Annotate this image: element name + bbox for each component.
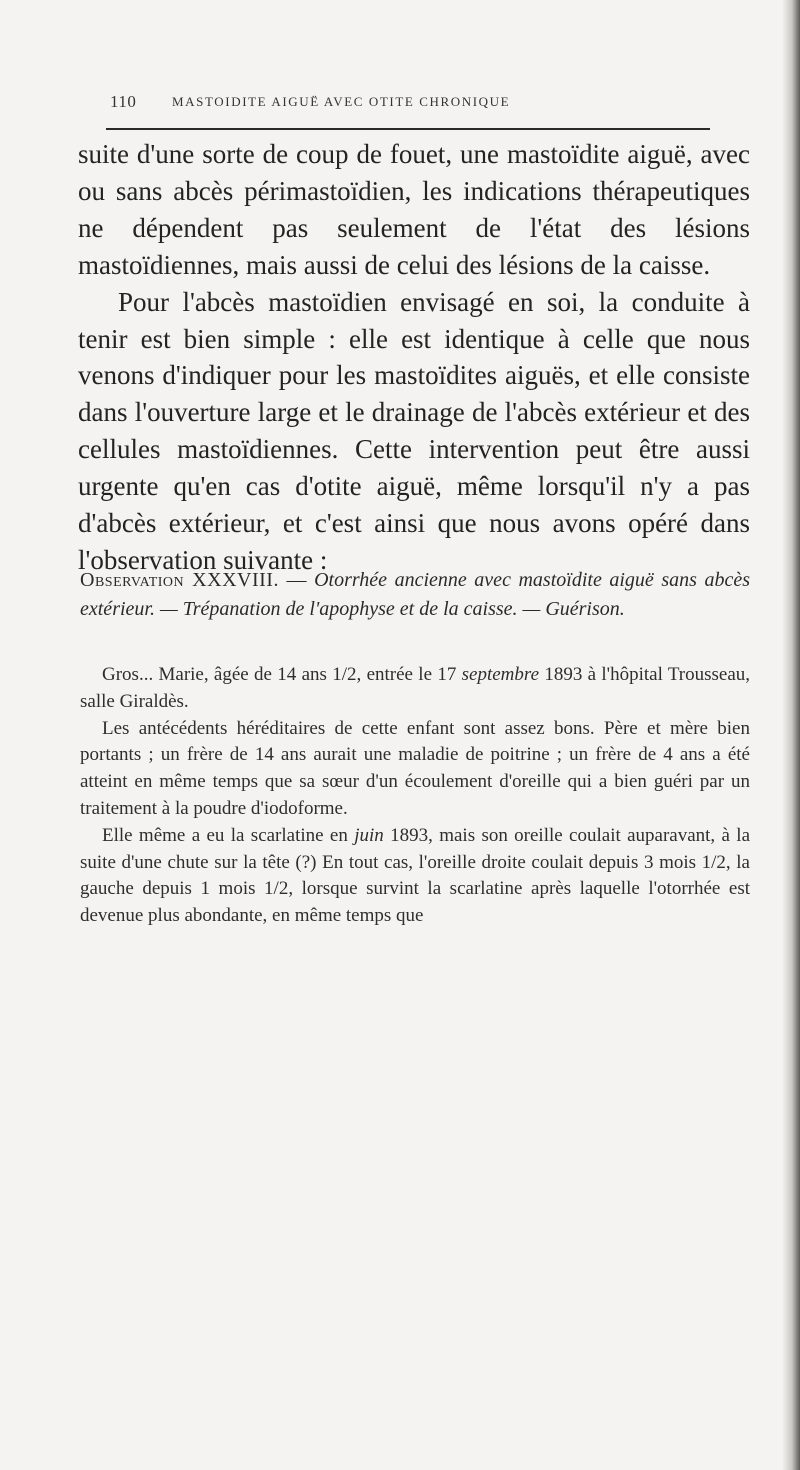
case-history-month: juin [354, 824, 384, 846]
observation-label: Observation XXXVIII. [80, 569, 279, 591]
observation-heading [80, 566, 750, 623]
case-history-text: Elle même a eu la scarlatine en [102, 824, 355, 846]
case-paragraph-history [80, 823, 750, 930]
body-text [78, 136, 750, 579]
paragraph-abces: Pour l'abcès mastoïdien envisagé en soi, la conduite à tenir est bien simple : elle est identique à celle que nous venons d'indiquer pour les mastoïdites aiguës, et elle consiste dans l'ouverture large et le drainage de l'abcès extérieur et des cellules mastoïdiennes. Cette intervention peut être aussi urgente qu'en cas d'otite aiguë, même lorsqu'il n'y a pas d'abcès extérieur, et c'est ainsi que nous avons opéré dans l'observation suivante : [78, 286, 750, 575]
header-rule [106, 128, 710, 130]
observation-dash: — [278, 569, 315, 591]
running-head [110, 92, 710, 114]
running-title: MASTOIDITE AIGUË AVEC OTITE CHRONIQUE [172, 94, 511, 109]
page-number: 110 [110, 92, 137, 111]
case-admission-place: 1893 à l'hôpital Trousseau, salle Giraldès. [80, 664, 751, 712]
observation-title: Otorrhée ancienne avec mastoïdite aiguë sans abcès extérieur. — Trépanation de l'apophyse et de la caisse. — Guérison. [80, 569, 751, 620]
case-history-rest: 1893, mais son oreille coulait auparavant, à la suite d'une chute sur la tête (?) En tout cas, l'oreille droite coulait depuis 3 mois 1/2, la gauche depuis 1 mois 1/2, lorsque survint la scarlatine après laquelle l'otorrhée est devenue plus abondante, en même temps que [80, 824, 751, 927]
case-paragraph-admission [80, 662, 750, 716]
case-admission-text: Gros... Marie, âgée de 14 ans 1/2, entrée le 17 [102, 664, 462, 685]
case-report [80, 662, 750, 930]
scan-edge-shadow [782, 0, 800, 1470]
paragraph-continuation: suite d'une sorte de coup de fouet, une mastoïdite aiguë, avec ou sans abcès périmastoïdien, les indications thérapeutiques ne dépendent pas seulement de l'état des lésions mastoïdiennes, mais aussi de celui des lésions de la caisse. [78, 139, 750, 280]
case-admission-month: septembre [461, 664, 540, 685]
case-paragraph-antecedents: Les antécédents héréditaires de cette enfant sont assez bons. Père et mère bien portants ; un frère de 14 ans aurait une maladie de poitrine ; un frère de 4 ans a été atteint en même temps que sa sœur d'un écoulement d'oreille qui a bien guéri par un traitement à la poudre d'iodoforme. [80, 717, 750, 819]
